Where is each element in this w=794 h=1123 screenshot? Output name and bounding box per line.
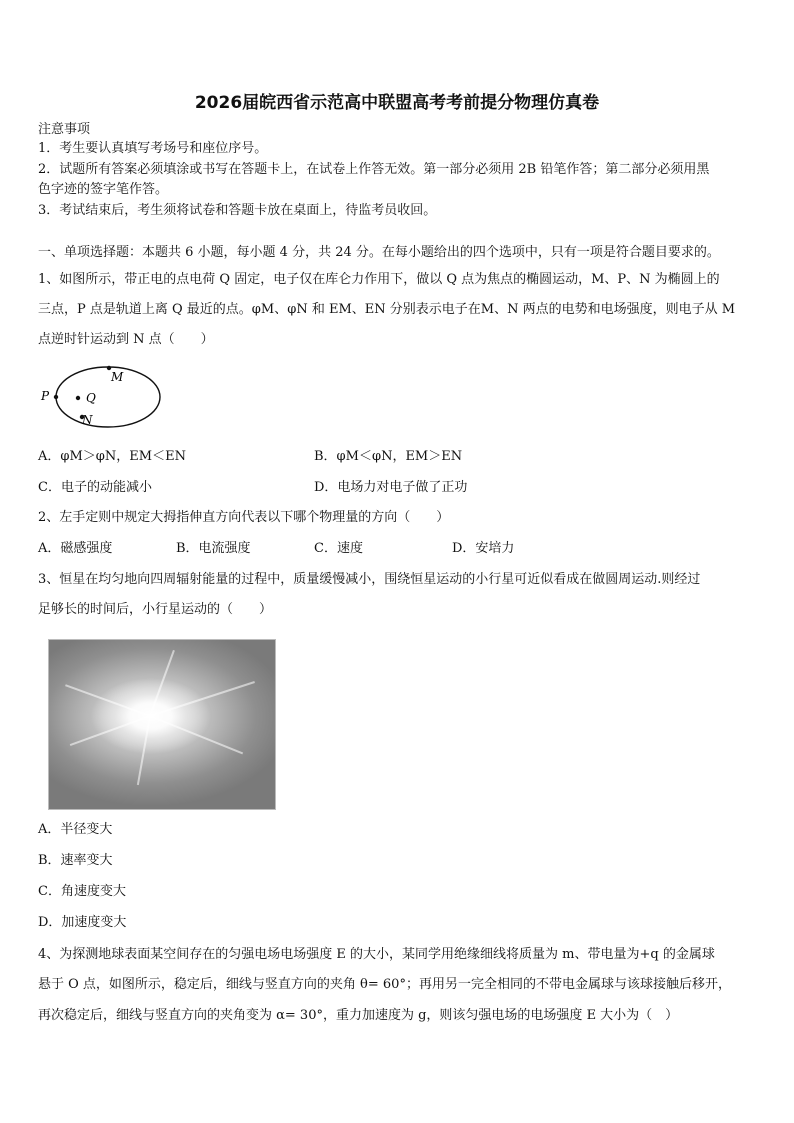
notice-item: 2．试题所有答案必须填涂或书写在答题卡上，在试卷上作答无效。第一部分必须用 2B 铅笔作答；第二部分必须用黑 (38, 162, 710, 177)
q3-option-c: C．角速度变大 (38, 884, 126, 899)
label-p: P (41, 389, 50, 403)
point-q (76, 396, 80, 400)
q1-option-c: C．电子的动能减小 (38, 480, 152, 495)
notice-item: 1．考生要认真填写考场号和座位序号。 (38, 141, 268, 156)
q2-option-a: A．磁感强度 (38, 541, 113, 556)
q3-option-b: B．速率变大 (38, 853, 113, 868)
label-q: Q (86, 391, 96, 405)
point-p (54, 395, 58, 399)
section-heading: 一、单项选择题：本题共 6 小题，每小题 4 分，共 24 分。在每小题给出的四个选项中，只有一项是符合题目要求的。 (38, 245, 720, 260)
q1-option-a: A．φM＞φN，EM＜EN (38, 449, 186, 464)
q1-stem-line: 点逆时针运动到 N 点（ ） (38, 332, 214, 347)
star-photo (48, 639, 276, 810)
q4-stem-line: 悬于 O 点，如图所示，稳定后，细线与竖直方向的夹角 θ= 60°；再用另一完全相同的不带电金属球与该球接触后移开， (38, 977, 731, 992)
q2-option-d: D．安培力 (452, 541, 515, 556)
notice-item: 色字迹的签字笔作答。 (38, 182, 169, 197)
q1-stem-line: 1、如图所示，带正电的点电荷 Q 固定，电子仅在库仑力作用下，做以 Q 点为焦点的椭圆运动，M、P、N 为椭圆上的 (38, 272, 720, 287)
q4-stem-line: 4、为探测地球表面某空间存在的匀强电场电场强度 E 的大小，某同学用绝缘细线将质量为 m、带电量为+q 的金属球 (38, 947, 715, 962)
q3-option-d: D．加速度变大 (38, 915, 127, 930)
q1-stem-line: 三点，P 点是轨道上离 Q 最近的点。φM、φN 和 EM、EN 分别表示电子在M、N 两点的电势和电场强度，则电子从 M (38, 302, 736, 317)
q1-option-d: D．电场力对电子做了正功 (314, 480, 468, 495)
q2-option-b: B．电流强度 (176, 541, 251, 556)
q2-stem: 2、左手定则中规定大拇指伸直方向代表以下哪个物理量的方向（ ） (38, 510, 450, 525)
notice-heading: 注意事项 (38, 122, 91, 137)
label-m: M (111, 370, 124, 384)
notice-item: 3．考试结束后，考生须将试卷和答题卡放在桌面上，待监考员收回。 (38, 203, 437, 218)
label-n: N (82, 413, 93, 427)
q3-stem-line: 足够长的时间后，小行星运动的（ ） (38, 602, 273, 617)
orbit-ellipse (56, 367, 160, 427)
page-title: 2026届皖西省示范高中联盟高考考前提分物理仿真卷 (194, 93, 600, 113)
q2-option-c: C．速度 (314, 541, 363, 556)
q4-stem-line: 再次稳定后，细线与竖直方向的夹角变为 α= 30°，重力加速度为 g，则该匀强电场的电场强度 E 大小为（ ） (38, 1008, 679, 1023)
ellipse-orbit-diagram (38, 362, 168, 430)
q3-stem-line: 3、恒星在均匀地向四周辐射能量的过程中，质量缓慢减小，围绕恒星运动的小行星可近似看成在做圆周运动.则经过 (38, 572, 701, 587)
q1-option-b: B．φM＜φN，EM＞EN (314, 449, 463, 464)
q3-option-a: A．半径变大 (38, 822, 113, 837)
